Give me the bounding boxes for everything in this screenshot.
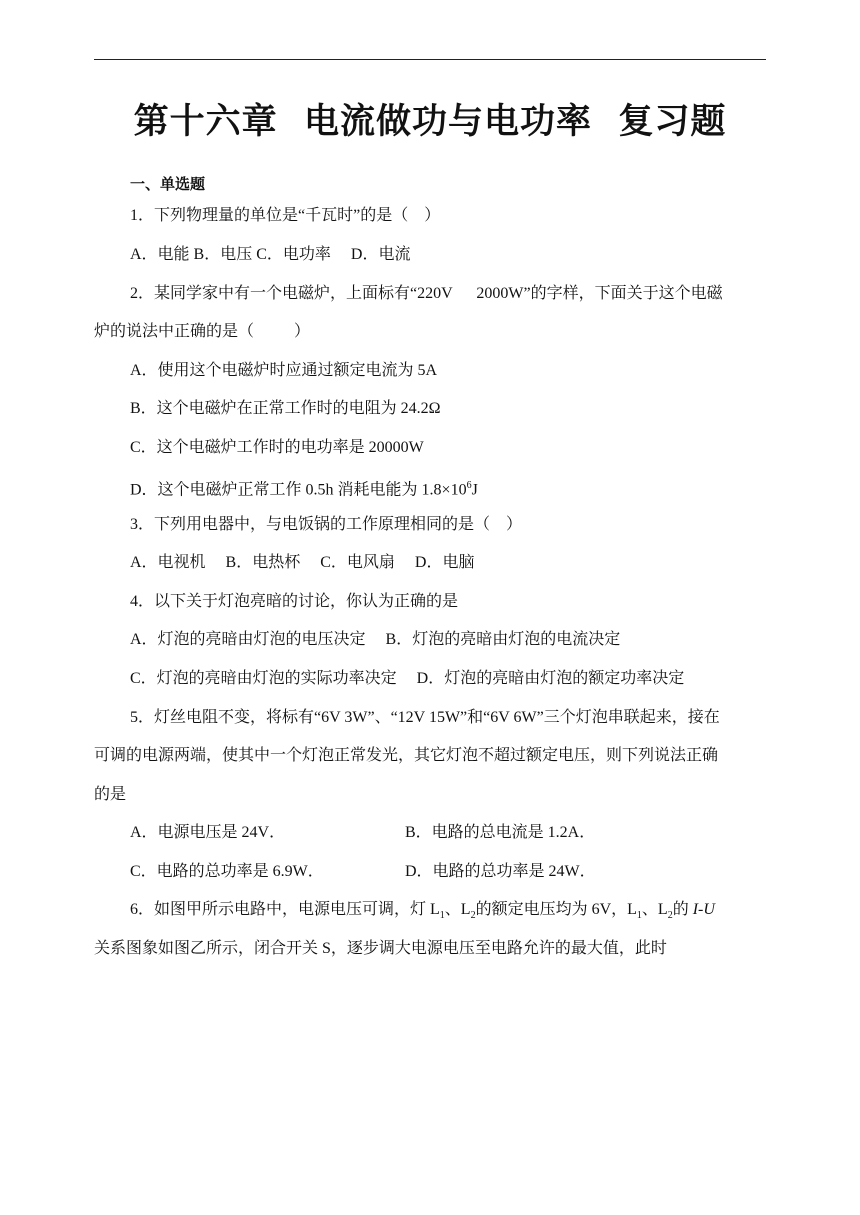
subscript: 2 <box>470 910 476 922</box>
question-5-option-b: B．电路的总电流是 1.2A． <box>405 824 596 841</box>
q6-text-b: 、L <box>444 901 471 918</box>
question-2-stem-line-1: 2．某同学家中有一个电磁炉，上面标有“220V 2000W”的字样，下面关于这个电磁 <box>130 285 723 302</box>
question-6-stem-line-2: 关系图象如图乙所示，闭合开关 S，逐步调大电源电压至电路允许的最大值，此时 <box>94 940 667 957</box>
page-title: 第十六章 电流做功与电功率 复习题 <box>133 102 727 142</box>
question-5-option-c: C．电路的总功率是 6.9W． <box>130 863 324 880</box>
question-5-stem-line-1: 5．灯丝电阻不变，将标有“6V 3W”、“12V 15W”和“6V 6W”三个灯泡串联起来，接在 <box>130 709 720 726</box>
q6-text-a: 6．如图甲所示电路中，电源电压可调，灯 L <box>130 901 440 918</box>
question-2-stem-line-2: 炉的说法中正确的是（ ） <box>94 323 311 340</box>
q6-text-d: 、L <box>641 901 668 918</box>
question-4-stem: 4．以下关于灯泡亮暗的讨论，你认为正确的是 <box>130 593 459 610</box>
question-5-stem-line-3: 的是 <box>94 786 127 803</box>
option-d-text: D．这个电磁炉正常工作 0.5h 消耗电能为 1.8×10 <box>130 481 467 499</box>
question-1-options: A．电能 B．电压 C．电功率 D．电流 <box>130 246 411 263</box>
subscript: 2 <box>667 910 673 922</box>
question-5-option-a: A．电源电压是 24V． <box>130 824 286 841</box>
section-heading: 一、单选题 <box>130 175 206 193</box>
subscript: 1 <box>636 910 642 922</box>
question-3-options: A．电视机 B．电热杯 C．电风扇 D．电脑 <box>130 554 475 571</box>
question-1-stem: 1．下列物理量的单位是“千瓦时”的是（ ） <box>130 207 441 224</box>
question-3-stem: 3．下列用电器中，与电饭锅的工作原理相同的是（ ） <box>130 516 523 533</box>
question-4-options-line-2: C．灯泡的亮暗由灯泡的实际功率决定 D．灯泡的亮暗由灯泡的额定功率决定 <box>130 670 685 687</box>
question-5-stem-line-2: 可调的电源两端，使其中一个灯泡正常发光，其它灯泡不超过额定电压，则下列说法正确 <box>94 747 719 764</box>
exponent: 6 <box>466 480 472 491</box>
question-2-option-b: B．这个电磁炉在正常工作时的电阻为 24.2Ω <box>130 400 441 417</box>
question-2-option-c: C．这个电磁炉工作时的电功率是 20000W <box>130 439 424 456</box>
question-6-stem-line-1 <box>130 900 715 926</box>
question-5-option-d: D．电路的总功率是 24W． <box>405 863 596 880</box>
option-d-unit: J <box>471 481 478 499</box>
q6-text-e: 的 <box>672 901 693 918</box>
question-2-option-d <box>130 476 478 500</box>
header-rule <box>94 59 766 60</box>
subscript: 1 <box>439 910 445 922</box>
question-2-option-a: A．使用这个电磁炉时应通过额定电流为 5A <box>130 362 438 379</box>
q6-text-c: 的额定电压均为 6V，L <box>475 901 637 918</box>
iu-symbol: I-U <box>692 901 715 918</box>
question-4-options-line-1: A．灯泡的亮暗由灯泡的电压决定 B．灯泡的亮暗由灯泡的电流决定 <box>130 631 621 648</box>
